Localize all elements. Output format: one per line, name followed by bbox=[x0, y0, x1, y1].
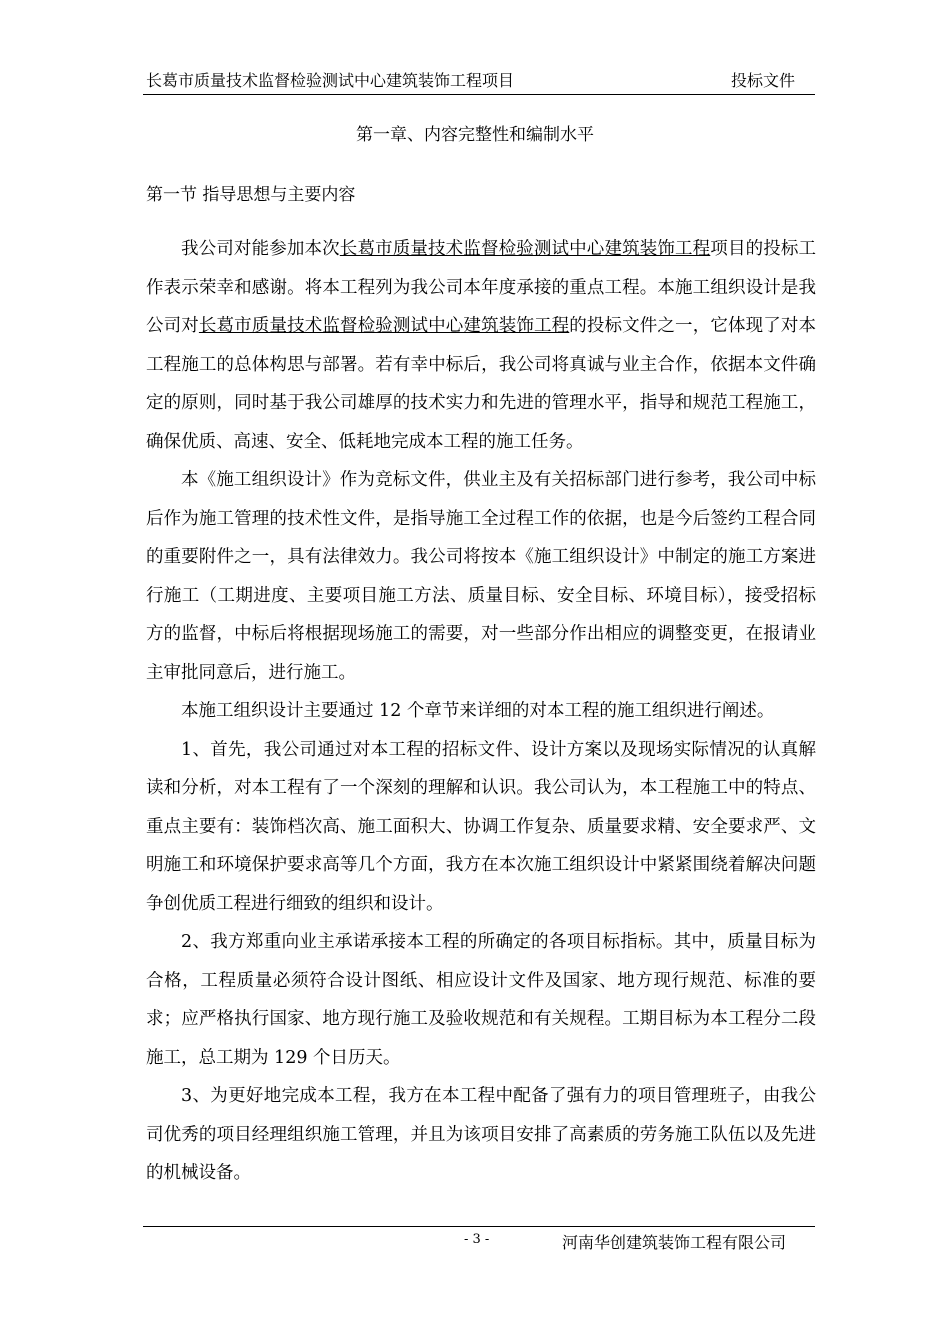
section-title: 第一节 指导思想与主要内容 bbox=[146, 185, 356, 205]
paragraph-1-part-c: 项目的投标工作表示荣幸和感谢。将本工程列为我公司本年度承接的重点工程。本施工组织设计是我公司对 bbox=[146, 239, 817, 336]
paragraph-6: 3、为更好地完成本工程，我方在本工程中配备了强有力的项目管理班子，由我公司优秀的项目经理组织施工管理，并且为该项目安排了高素质的劳务施工队伍以及先进的机械设备。 bbox=[146, 1086, 816, 1183]
paragraph-1-part-e: 的投标文件之一，它体现了对本工程施工的总体构思与部署。若有幸中标后，我公司将真诚与业主合作，依据本文件确定的原则，同时基于我公司雄厚的技术实力和先进的管理水平，指导和规范工程施工，确保优质、高速、安全、低耗地完成本工程的施工任务。 bbox=[146, 316, 817, 452]
project-name-underlined: 长葛市质量技术监督检验测试中心建筑装饰工程 bbox=[198, 316, 570, 336]
header-doc-type: 投标文件 bbox=[730, 71, 795, 90]
paragraph-4: 1、首先，我公司通过对本工程的招标文件、设计方案以及现场实际情况的认真解读和分析，对本工程有了一个深刻的理解和认识。我公司认为，本工程施工中的特点、重点主要有：装饰档次高、施工面积大、协调工作复杂、质量要求精、安全要求严、文明施工和环境保护要求高等几个方面，我方在本次施工组织设计中紧紧围绕着解决问题争创优质工程进行细致的组织和设计。 bbox=[146, 739, 816, 914]
page-header bbox=[143, 66, 815, 95]
paragraph-3: 本施工组织设计主要通过 12 个章节来详细的对本工程的施工组织进行阐述。 bbox=[181, 701, 775, 721]
paragraph-1-part-a: 我公司对能参加本次 bbox=[181, 239, 340, 259]
page-number: - 3 - bbox=[464, 1232, 490, 1247]
paragraph-5: 2、我方郑重向业主承诺承接本工程的所确定的各项目标指标。其中，质量目标为合格，工程质量必须符合设计图纸、相应设计文件及国家、地方现行规范、标准的要求；应严格执行国家、地方现行施工及验收规范和有关规程。工期目标为本工程分二段施工，总工期为 129 个日历天。 bbox=[146, 932, 816, 1068]
footer-company: 河南华创建筑装饰工程有限公司 bbox=[562, 1233, 787, 1252]
body-text bbox=[146, 230, 816, 1193]
paragraph-2: 本《施工组织设计》作为竞标文件，供业主及有关招标部门进行参考，我公司中标后作为施工管理的技术性文件，是指导施工全过程工作的依据，也是今后签约工程合同的重要附件之一，具有法律效力。我公司将按本《施工组织设计》中制定的施工方案进行施工（工期进度、主要项目施工方法、质量目标、安全目标、环境目标），接受招标方的监督，中标后将根据现场施工的需要，对一些部分作出相应的调整变更，在报请业主审批同意后，进行施工。 bbox=[146, 470, 816, 683]
paragraph-1 bbox=[146, 230, 816, 461]
chapter-title: 第一章、内容完整性和编制水平 bbox=[356, 125, 594, 145]
footer-divider bbox=[143, 1226, 815, 1227]
header-project-title: 长葛市质量技术监督检验测试中心建筑装饰工程项目 bbox=[146, 71, 515, 90]
project-name-underlined: 长葛市质量技术监督检验测试中心建筑装饰工程 bbox=[339, 239, 711, 259]
